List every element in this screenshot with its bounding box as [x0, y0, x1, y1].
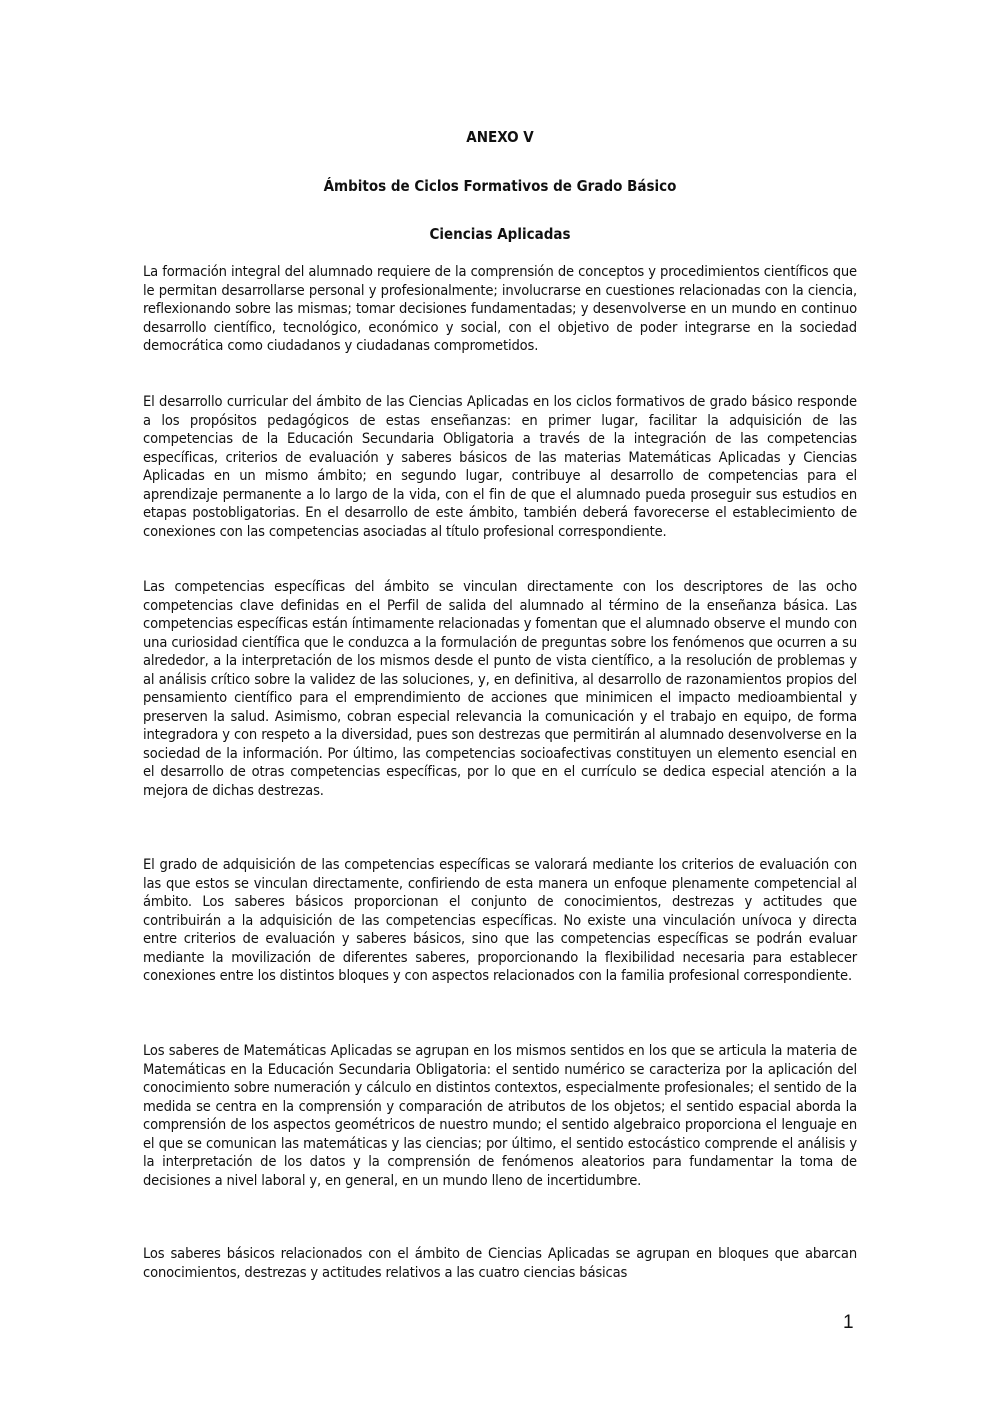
- annex-title: ANEXO V: [466, 128, 534, 146]
- paragraph-specific-competences: Las competencias específicas del ámbito se vinculan directamente con los descriptores de las ocho competencias clave definidas en el Perfil de salida del alumnado al término de la enseñanza básica. Las competencias específicas están íntimamente relacionadas y fomentan que el alumnado observe el mundo con una curiosidad científica que le conduzca a la formulación de preguntas sobre los fenómenos que ocurren a su alrededor, a la interpretación de los mismos desde el punto de vista científico, a la resolución de problemas y al análisis crítico sobre la validez de las soluciones, y, en definitiva, al desarrollo de razonamientos propios del pensamiento científico para el emprendimiento de acciones que minimicen el impacto medioambiental y preserven la salud. Asimismo, cobran especial relevancia la comunicación y el trabajo en equipo, de forma integradora y con respeto a la diversidad, pues son destrezas que permitirán al alumnado desenvolverse en la sociedad de la información. Por último, las competencias socioafectivas constituyen un elemento esencial en el desarrollo de otras competencias específicas, por lo que en el currículo se dedica especial atención a la mejora de dichas destrezas.: [143, 578, 857, 799]
- subsection-title: Ciencias Aplicadas: [429, 225, 571, 243]
- section-title: Ámbitos de Ciclos Formativos de Grado Básico: [323, 177, 677, 195]
- page-number: 1: [843, 1312, 854, 1333]
- paragraph-evaluation-criteria: El grado de adquisición de las competencias específicas se valorará mediante los criterios de evaluación con las que estos se vinculan directamente, confiriendo de esta manera un enfoque plenamente competencial al ámbito. Los saberes básicos proporcionan el conjunto de conocimientos, destrezas y actitudes que contribuirán a la adquisición de las competencias específicas. No existe una vinculación unívoca y directa entre criterios de evaluación y saberes básicos, sino que las competencias específicas se podrán evaluar mediante la movilización de diferentes saberes, proporcionando la flexibilidad necesaria para establecer conexiones entre los distintos bloques y con aspectos relacionados con la familia profesional correspondiente.: [143, 856, 857, 984]
- paragraph-applied-mathematics: Los saberes de Matemáticas Aplicadas se agrupan en los mismos sentidos en los que se articula la materia de Matemáticas en la Educación Secundaria Obligatoria: el sentido numérico se caracteriza por la aplicación del conocimiento sobre numeración y cálculo en distintos contextos, especialmente profesionales; el sentido de la medida se centra en la comprensión y comparación de atributos de los objetos; el sentido espacial aborda la comprensión de los aspectos geométricos de nuestro mundo; el sentido algebraico proporciona el lenguaje en el que se comunican las matemáticas y las ciencias; por último, el sentido estocástico comprende el análisis y la interpretación de los datos y la comprensión de fenómenos aleatorios para fundamentar la toma de decisiones a nivel laboral y, en general, en un mundo lleno de incertidumbre.: [143, 1042, 857, 1189]
- paragraph-curricular-development: El desarrollo curricular del ámbito de las Ciencias Aplicadas en los ciclos formativos de grado básico responde a los propósitos pedagógicos de estas enseñanzas: en primer lugar, facilitar la adquisición de las competencias de la Educación Secundaria Obligatoria a través de la integración de las competencias específicas, criterios de evaluación y saberes básicos de las materias Matemáticas Aplicadas y Ciencias Aplicadas en un mismo ámbito; en segundo lugar, contribuye al desarrollo de competencias para el aprendizaje permanente a lo largo de la vida, con el fin de que el alumnado pueda proseguir sus estudios en etapas postobligatorias. En el desarrollo de este ámbito, también deberá favorecerse el establecimiento de conexiones con las competencias asociadas al título profesional correspondiente.: [143, 393, 857, 540]
- paragraph-applied-sciences: Los saberes básicos relacionados con el ámbito de Ciencias Aplicadas se agrupan en bloques que abarcan conocimientos, destrezas y actitudes relativos a las cuatro ciencias básicas: [143, 1245, 857, 1281]
- paragraph-intro: La formación integral del alumnado requiere de la comprensión de conceptos y procedimientos científicos que le permitan desarrollarse personal y profesionalmente; involucrarse en cuestiones relacionadas con la ciencia, reflexionando sobre las mismas; tomar decisiones fundamentadas; y desenvolverse en un mundo en continuo desarrollo científico, tecnológico, económico y social, con el objetivo de poder integrarse en la sociedad democrática como ciudadanos y ciudadanas comprometidos.: [143, 263, 857, 354]
